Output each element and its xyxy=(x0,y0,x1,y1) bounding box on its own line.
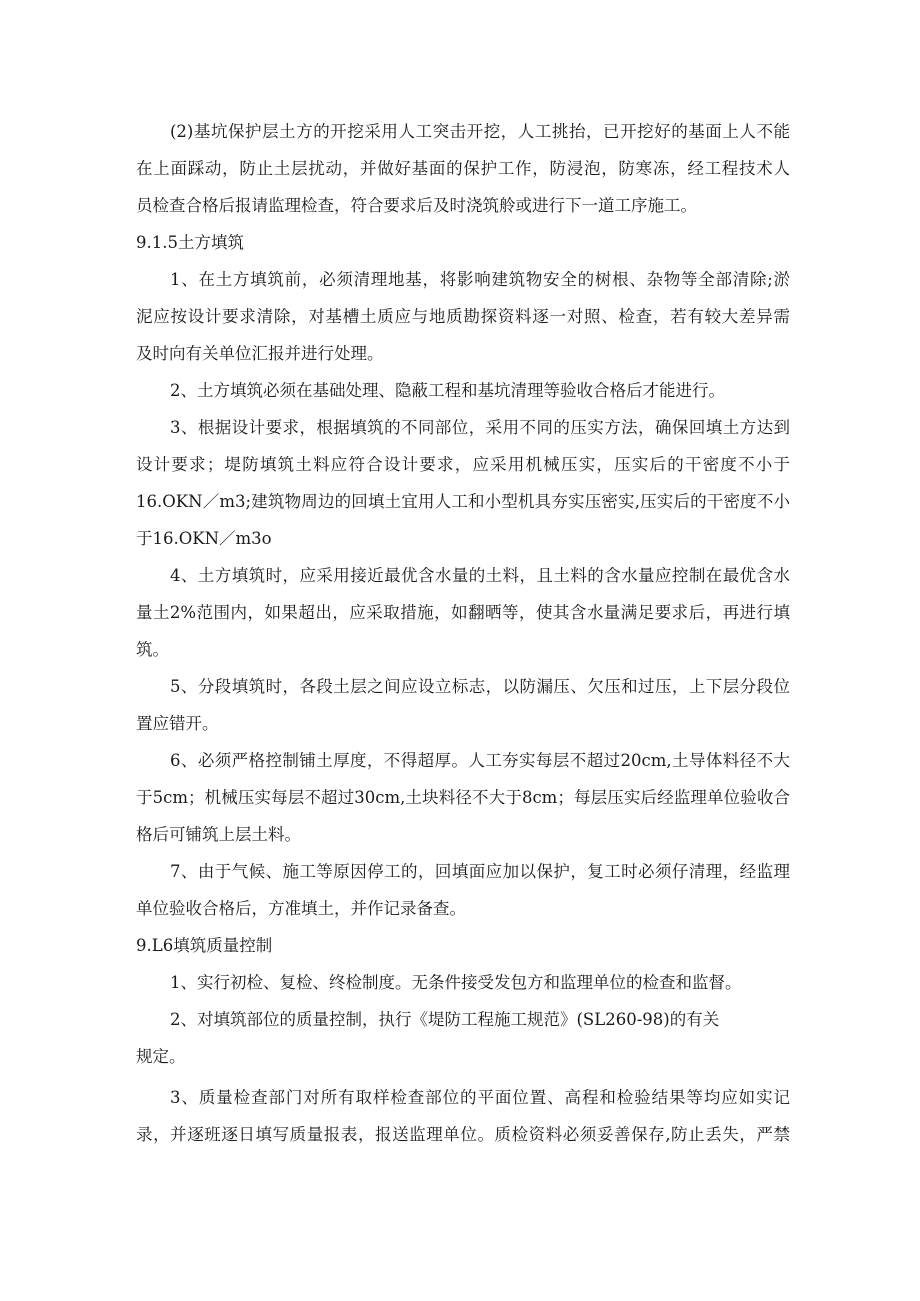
paragraph-line: 在上面踩动，防止土层扰动，并做好基面的保护工作，防浸泡，防寒冻，经工程技术人 xyxy=(136,159,790,178)
paragraph-line: 3、根据设计要求，根据填筑的不同部位，采用不同的压实方法，确保回填土方达到 xyxy=(170,418,790,437)
paragraph-line: 筑。 xyxy=(136,640,169,659)
section-heading: 9.1.5土方填筑 xyxy=(136,233,244,252)
paragraph-line: 1、在土方填筑前，必须清理地基，将影响建筑物安全的树根、杂物等全部清除;淤 xyxy=(170,270,790,289)
paragraph-line: 2、对填筑部位的质量控制，执行《堤防工程施工规范》(SL260-98)的有关 xyxy=(170,1010,720,1029)
paragraph-line: 及时向有关单位汇报并进行处理。 xyxy=(136,344,384,363)
paragraph-line: 16.OKN／m3;建筑物周边的回填土宜用人工和小型机具夯实压密实,压实后的干密度不小 xyxy=(136,492,790,511)
paragraph-line: 录，并逐班逐日填写质量报表，报送监理单位。质检资料必须妥善保存,防止丢失，严禁 xyxy=(136,1125,790,1144)
paragraph-line: 于5cm；机械压实每层不超过30cm,土块料径不大于8cm；每层压实后经监理单位验收合 xyxy=(136,788,790,807)
paragraph-line: 于16.OKN／m3o xyxy=(136,529,272,548)
paragraph-line: 6、必须严格控制铺土厚度，不得超厚。人工夯实每层不超过20cm,土导体料径不大 xyxy=(170,751,790,770)
paragraph-line: 规定。 xyxy=(136,1047,186,1066)
paragraph-line: 3、质量检查部门对所有取样检查部位的平面位置、高程和检验结果等均应如实记 xyxy=(170,1088,790,1107)
paragraph-line: 量土2%范围内，如果超出，应采取措施，如翻晒等，使其含水量满足要求后，再进行填 xyxy=(136,603,790,622)
paragraph-line: 1、实行初检、复检、终检制度。无条件接受发包方和监理单位的检查和监督。 xyxy=(170,973,742,992)
section-heading: 9.L6填筑质量控制 xyxy=(136,936,273,955)
paragraph-line: 7、由于气候、施工等原因停工的，回填面应加以保护，复工时必须仔清理，经监理 xyxy=(170,862,790,881)
paragraph-line: 2、土方填筑必须在基础处理、隐蔽工程和基坑清理等验收合格后才能进行。 xyxy=(170,381,725,400)
paragraph-line: 4、土方填筑时，应采用接近最优含水量的土料，且土料的含水量应控制在最优含水 xyxy=(170,566,790,585)
paragraph-line: 泥应按设计要求清除，对基槽土质应与地质勘探资料逐一对照、检查，若有较大差异需 xyxy=(136,307,790,326)
paragraph-line: 5、分段填筑时，各段土层之间应设立标志，以防漏压、欠压和过压，上下层分段位 xyxy=(170,677,790,696)
paragraph-line: (2)基坑保护层土方的开挖采用人工突击开挖，人工挑抬，已开挖好的基面上人不能 xyxy=(170,122,790,141)
paragraph-line: 设计要求；堤防填筑土料应符合设计要求，应采用机械压实，压实后的干密度不小于 xyxy=(136,455,790,474)
paragraph-line: 格后可铺筑上层土料。 xyxy=(136,825,301,844)
paragraph-line: 置应错开。 xyxy=(136,714,219,733)
paragraph-line: 单位验收合格后，方准填土，并作记录备查。 xyxy=(136,899,466,918)
paragraph-line: 员检查合格后报请监理检查，符合要求后及时浇筑舲或进行下一道工序施工。 xyxy=(136,196,697,215)
